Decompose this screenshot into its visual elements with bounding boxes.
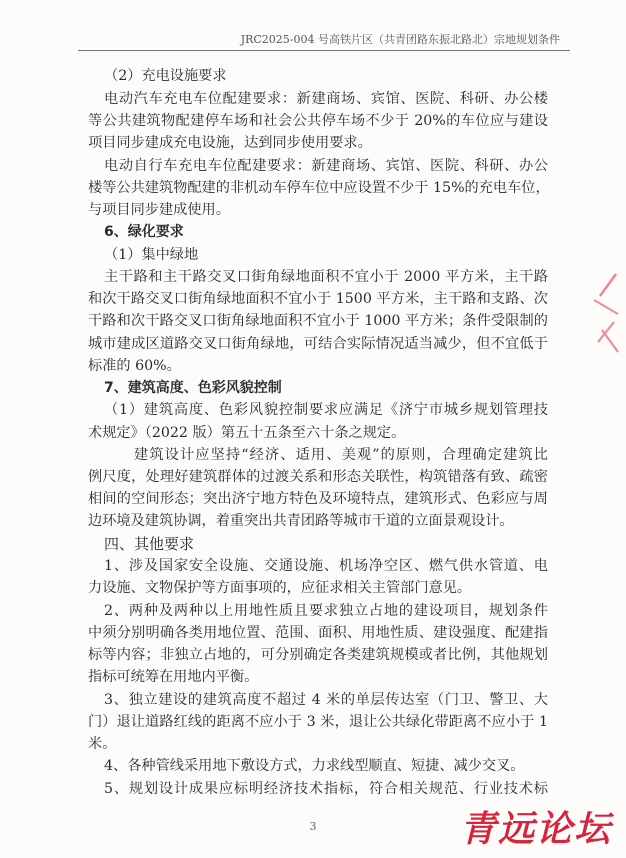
text-line: 干路和次干路交叉口街角绿地面积不宜小于 1000 平方米；条件受限制的 bbox=[88, 313, 548, 329]
watermark-logo: 青远论坛 bbox=[459, 809, 612, 850]
text-line: 四、其他要求 bbox=[104, 535, 195, 553]
text-line: 等公共建筑物配建停车场和社会公共停车场不少于 20%的车位应与建设 bbox=[88, 113, 548, 129]
text-line: 指标可统筹在用地内平衡。 bbox=[88, 669, 259, 685]
text-line: 城市建成区道路交叉口街角绿地，可结合实际情况适当减少，但不宜低于 bbox=[88, 336, 548, 352]
text-line: 主干路和主干路交叉口街角绿地面积不宜小于 2000 平方米，主干路 bbox=[104, 269, 548, 285]
text-line: 6、绿化要求 bbox=[104, 224, 184, 240]
text-line: 1、涉及国家安全设施、交通设施、机场净空区、燃气供水管道、电 bbox=[104, 558, 548, 574]
text-line: 中须分别明确各类用地位置、范围、面积、用地性质、建设强度、配建指 bbox=[88, 625, 548, 641]
text-line: 米。 bbox=[88, 736, 117, 752]
text-line: 楼等公共建筑物配建的非机动车停车位中应设置不少于 15%的充电车位， bbox=[88, 180, 550, 196]
text-line: （1）建筑高度、色彩风貌控制要求应满足《济宁市城乡规划管理技 bbox=[104, 402, 548, 418]
text-line: 电动自行车充电车位配建要求：新建商场、宾馆、医院、科研、办公 bbox=[104, 158, 548, 174]
document-header: JRC2025-004 号高铁片区（共青团路东振北路北）宗地规划条件 bbox=[240, 33, 560, 46]
text-line: （2）充电设施要求 bbox=[104, 68, 227, 84]
text-line: 3、独立建设的建筑高度不超过 4 米的单层传达室（门卫、警卫、大 bbox=[104, 692, 548, 708]
text-line: 标等内容；非独立占地的，可分别确定各类建筑规模或者比例，其他规划 bbox=[88, 647, 548, 663]
text-line: （1）集中绿地 bbox=[104, 247, 199, 263]
text-line: 和次干路交叉口街角绿地面积不宜小于 1500 平方米，主干路和支路、次 bbox=[88, 291, 548, 307]
text-line: 4、各种管线采用地下敷设方式，力求线型顺直、短捷、减少交叉。 bbox=[104, 758, 525, 774]
header-divider bbox=[78, 50, 570, 51]
text-line: 2、两种及两种以上用地性质且要求独立占地的建设项目，规划条件 bbox=[104, 603, 548, 619]
seal-stamp-fragment bbox=[588, 270, 622, 360]
text-line: 边环境及建筑协调，着重突出共青团路等城市干道的立面景观设计。 bbox=[88, 513, 514, 529]
text-line: 标准的 60%。 bbox=[88, 358, 181, 374]
text-line: 与项目同步建成使用。 bbox=[88, 202, 230, 218]
text-line: 5、规划设计成果应标明经济技术指标，符合相关规范、行业技术标 bbox=[104, 781, 548, 797]
text-line: 门）退让道路红线的距离不应小于 3 米，退让公共绿化带距离不应小于 1 bbox=[88, 714, 548, 730]
text-line: 电动汽车充电车位配建要求：新建商场、宾馆、医院、科研、办公楼 bbox=[104, 91, 548, 107]
text-line: 建筑设计应坚持“经济、适用、美观”的原则，合理确定建筑比 bbox=[134, 447, 548, 463]
text-line: 项目同步建成充电设施，达到同步使用要求。 bbox=[88, 135, 372, 151]
text-line: 相间的空间形态；突出济宁地方特色及环境特点，建筑形式、色彩应与周 bbox=[88, 491, 548, 507]
text-line: 术规定》（2022 版）第五十五条至六十条之规定。 bbox=[88, 425, 406, 441]
text-line: 例尺度，处理好建筑群体的过渡关系和形态关联性，构筑错落有致、疏密 bbox=[88, 469, 548, 485]
text-line: 7、建筑高度、色彩风貌控制 bbox=[104, 380, 282, 396]
page-number: 3 bbox=[309, 820, 317, 833]
text-line: 力设施、文物保护等方面事项的，应征求相关主管部门意见。 bbox=[88, 580, 472, 596]
